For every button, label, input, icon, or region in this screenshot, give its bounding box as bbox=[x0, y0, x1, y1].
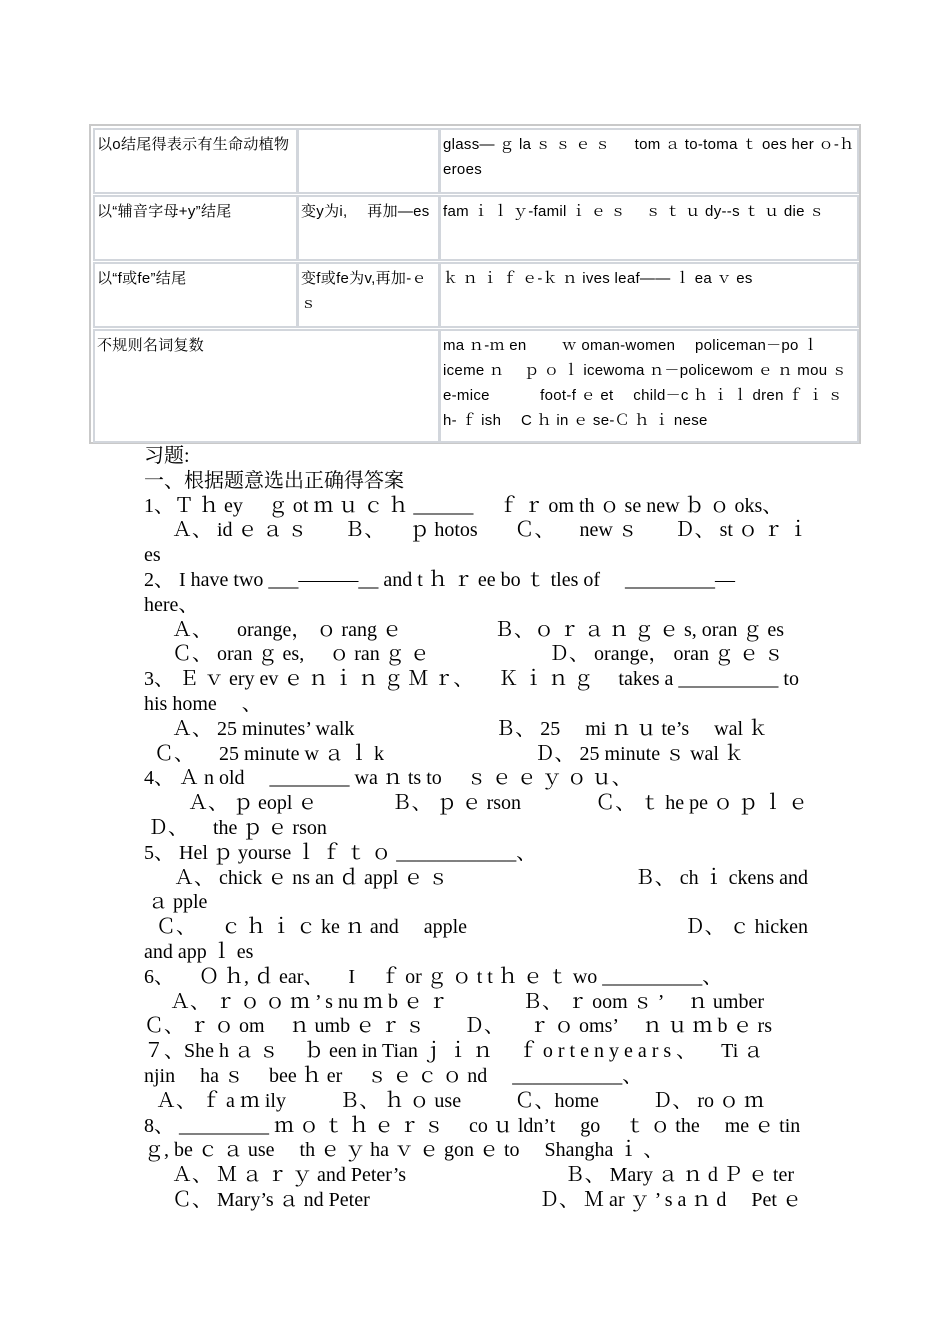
option-row bbox=[144, 642, 808, 667]
option-a[interactable]: Ａ、 ｆ a ｍ ily bbox=[156, 1089, 286, 1112]
table-cell bbox=[297, 128, 440, 194]
option-a[interactable]: Ａ、 ｒ ｏ ｏ ｍ ’ s nu ｍ b ｅ ｒ bbox=[170, 990, 448, 1013]
continuation: his home 、 bbox=[144, 692, 262, 715]
option-d[interactable]: Ｄ、 orange， oran ｇ ｅ ｓ bbox=[549, 643, 784, 666]
option-a[interactable]: Ａ、 orange， ｏ rang ｅ bbox=[172, 618, 402, 641]
exercises bbox=[144, 444, 808, 1213]
option-row bbox=[144, 717, 808, 742]
option-b[interactable]: Ｂ、 ch ｉ ckens and bbox=[634, 866, 808, 889]
option-c[interactable]: Ｃ、 new ｓ bbox=[514, 519, 638, 542]
question-stem: 4、 Ａ n old ________ wa ｎ ts to ｓ ｅ ｅ ｙ ｏ ｕ、 bbox=[144, 767, 632, 790]
option-row bbox=[144, 1188, 808, 1213]
table-cell: fam ｉ ｌ ｙ-famil ｉ ｅ ｓ ｓ ｔ ｕ dy--s ｔ ｕ die ｓ bbox=[439, 195, 859, 261]
option-c[interactable]: Ｃ、home bbox=[514, 1089, 599, 1112]
option-row bbox=[144, 1014, 808, 1039]
option-row bbox=[144, 791, 808, 816]
continuation: njin ha ｓ bee ｈ er ｓ ｅ ｃ ｏ nd ___________、 bbox=[144, 1064, 643, 1087]
option-d[interactable]: Ｄ、 st ｏ ｒ ｉ bbox=[674, 519, 808, 542]
option-d[interactable]: Ｄ、 25 minute ｓ wal ｋ bbox=[534, 742, 744, 765]
option-b[interactable]: Ｂ、 ｒ oom ｓ ’ ｎ umber bbox=[522, 990, 764, 1013]
option-b[interactable]: Ｂ、 ｐ ｅ rson bbox=[391, 792, 522, 815]
question-stem: 6、 Ｏ ｈ, ｄ ear、 I ｆ or ｇ ｏ t t ｈ ｅ ｔ wo __________、 bbox=[144, 965, 723, 988]
table-cell: 以o结尾得表示有生命动植物 bbox=[93, 128, 298, 194]
table-cell: 不规则名词复数 bbox=[93, 329, 440, 443]
table-cell: ｋ ｎ ｉ ｆ ｅ-ｋ ｎ ives leaf—— ｌ ea ｖ es bbox=[439, 262, 859, 328]
option-a[interactable]: Ａ、 chick ｅ ns an ｄ appl ｅ ｓ bbox=[174, 866, 449, 889]
continuation: and app ｌ es bbox=[144, 940, 254, 963]
option-c[interactable]: Ｃ、 ｃ ｈ ｉ ｃ ke ｎ and apple bbox=[156, 916, 468, 939]
option-c[interactable]: Ｃ、 Mary’s ａ nd Peter bbox=[172, 1188, 370, 1211]
continuation: here、 bbox=[144, 593, 199, 616]
plural-rules-table bbox=[89, 124, 861, 444]
option-row bbox=[144, 990, 808, 1015]
table-cell: ma ｎ-ｍ en ｗ oman-women policeman－po ｌ iceme ｎ ｐ ｏ ｌ icewoma ｎ－policewom ｅ ｎ mou ｓ e-mice foot-f ｅ et child－c ｈ ｉ ｌ dren ｆ ｉ ｓ h- ｆ ish C ｈ in ｅ se-Ｃ ｈ ｉ nese bbox=[439, 329, 859, 443]
continuation: ｇ, be ｃ ａ use th ｅ ｙ ha ｖ ｅ gon ｅ to Shangha ｉ 、 bbox=[144, 1139, 664, 1162]
table-cell: 以“辅音字母+y”结尾 bbox=[93, 195, 298, 261]
option-b[interactable]: Ｂ、 25 mi ｎ ｕ te’s wal ｋ bbox=[495, 717, 768, 740]
table-cell: 变f或fe为v,再加-ｅｓ bbox=[297, 262, 440, 328]
question-stem: 5、 Hel ｐ yourse ｌ ｆ ｔ ｏ ____________、 bbox=[144, 841, 537, 864]
option-d[interactable]: Ｄ、 ｒ ｏ oms’ ｎ ｕ ｍ b ｅ rs bbox=[464, 1015, 772, 1038]
question-stem: 2、 I have two ___———__ and t ｈ ｒ ee bo ｔ tles of _________— bbox=[144, 568, 736, 591]
option-c[interactable]: Ｃ、 oran ｇ es, ｏ ran ｇ ｅ bbox=[172, 643, 430, 666]
option-d[interactable]: Ｄ、 the ｐ ｅ rson bbox=[148, 816, 327, 839]
table-cell: 变y为i, 再加—es bbox=[297, 195, 440, 261]
option-row bbox=[144, 518, 808, 543]
option-d[interactable]: Ｄ、 ro ｏ ｍ bbox=[652, 1089, 764, 1112]
table-cell: glass— ｇ la ｓ ｓ ｅ ｓ tom ａ to-toma ｔ oes her ｏ-ｈeroes bbox=[439, 128, 859, 194]
question-stem: ７、She h ａ ｓ ｂ een in Tian ｊ ｉ ｎ ｆ o r t e n y e a r s 、 Ti ａ bbox=[144, 1040, 764, 1063]
continuation: ａ pple bbox=[148, 891, 208, 914]
option-d[interactable]: Ｄ、 ｃ hicken bbox=[684, 916, 808, 939]
option-row bbox=[144, 1163, 808, 1188]
option-row bbox=[144, 866, 808, 891]
question-stem: 3、 Ｅ ｖ ery ev ｅ ｎ ｉ ｎ ｇ Ｍ ｒ、 Ｋ ｉ ｎ ｇ takes a __________ to bbox=[144, 668, 799, 691]
option-b[interactable]: Ｂ、 Mary ａ ｎ d Ｐ ｅ ter bbox=[564, 1164, 794, 1187]
continuation: es bbox=[144, 544, 161, 567]
option-row bbox=[144, 915, 808, 940]
option-row bbox=[144, 1089, 808, 1114]
option-b[interactable]: Ｂ、 ｈ ｏ use bbox=[339, 1089, 462, 1112]
option-a[interactable]: Ａ、 id ｅ ａ ｓ bbox=[172, 519, 308, 542]
option-b[interactable]: Ｂ、 ｐ hotos bbox=[344, 519, 478, 542]
option-a[interactable]: Ａ、 Ｍ ａ ｒ ｙ and Peter’s bbox=[172, 1164, 407, 1187]
option-row bbox=[144, 742, 808, 767]
option-a[interactable]: Ａ、 ｐ eopl ｅ bbox=[188, 792, 318, 815]
option-c[interactable]: Ｃ、 ｒ ｏ om ｎ umb ｅ ｒ ｓ bbox=[144, 1015, 426, 1038]
table-cell: 以“f或fe”结尾 bbox=[93, 262, 298, 328]
exercises-heading: 习题: bbox=[144, 445, 190, 467]
question-stem: 8、 _________ ｍ ｏ ｔ ｈ ｅ ｒ ｓ co ｕ ldn’t go ｔ ｏ the me ｅ tin bbox=[144, 1114, 801, 1137]
option-c[interactable]: Ｃ、 25 minute w ａ ｌ k bbox=[154, 742, 384, 765]
option-a[interactable]: Ａ、 25 minutes’ walk bbox=[172, 717, 355, 740]
option-c[interactable]: Ｃ、 ｔ he pe ｏ ｐ ｌ ｅ bbox=[595, 792, 808, 815]
section-title: 一、根据题意选出正确得答案 bbox=[144, 469, 404, 492]
option-d[interactable]: Ｄ、 Ｍ ar ｙ ’ s a ｎ d Pet ｅ bbox=[539, 1188, 802, 1211]
question-stem: 1、Ｔ ｈ ey ｇ ot ｍ ｕ ｃ ｈ ______ ｆ ｒ om th ｏ se new ｂ ｏ oks、 bbox=[144, 494, 783, 517]
option-b[interactable]: Ｂ、ｏ ｒ ａ ｎ ｇ ｅ s, oran ｇ es bbox=[494, 618, 784, 641]
option-row bbox=[144, 618, 808, 643]
